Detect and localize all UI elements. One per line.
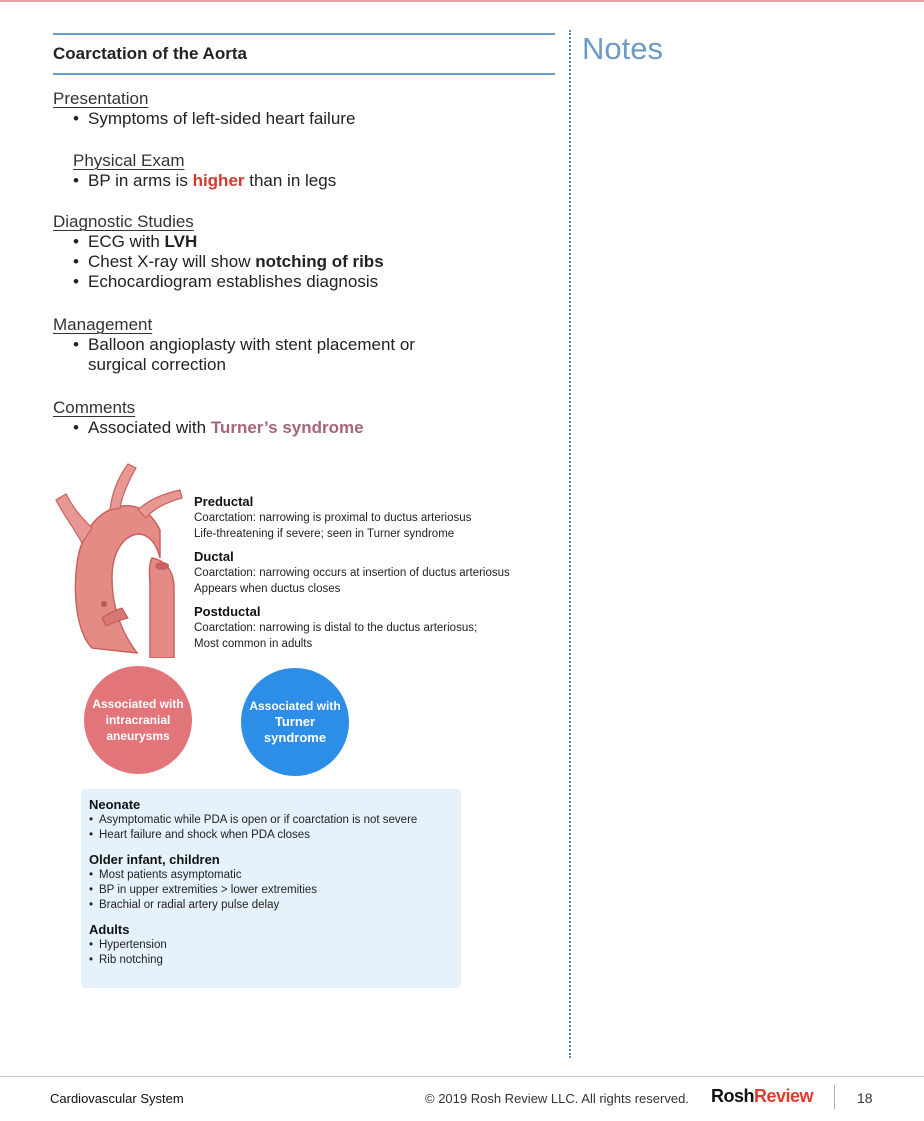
type-line: Coarctation: narrowing occurs at insertion of ductus arteriosus [194, 567, 510, 579]
type-preductal [194, 493, 554, 542]
list-item: • BP in upper extremities > lower extremities [89, 883, 453, 898]
type-title: Postductal [194, 604, 261, 619]
footer-rule [0, 1076, 924, 1077]
comments-section [53, 397, 555, 438]
text-fragment: Chest X-ray will show [88, 252, 256, 271]
highlight-higher: higher [192, 171, 245, 190]
age-group-adults [89, 922, 453, 968]
age-group-children [89, 852, 453, 913]
list-item: • Hypertension [89, 938, 453, 953]
type-line: Coarctation: narrowing is distal to the ductus arteriosus; [194, 622, 478, 634]
main-content [53, 33, 555, 438]
logo-review: Review [754, 1086, 814, 1106]
footer-section-name: Cardiovascular System [50, 1091, 184, 1106]
logo-rosh: Rosh [711, 1086, 754, 1106]
management-heading: Management [53, 315, 153, 334]
list-item [73, 252, 555, 272]
list-item: • Most patients asymptomatic [89, 868, 453, 883]
circle-turner-syndrome [241, 668, 349, 776]
age-title: Older infant, children [89, 852, 220, 867]
age-list [89, 868, 453, 913]
footer-copyright: © 2019 Rosh Review LLC. All rights reserved. [425, 1091, 689, 1106]
circle-text [249, 698, 341, 746]
brachiocephalic-branch [56, 494, 92, 543]
physical-exam-heading: Physical Exam [73, 151, 185, 170]
ductus-opening [101, 601, 107, 607]
list-item [73, 418, 555, 438]
diagnostic-heading: Diagnostic Studies [53, 212, 194, 231]
rosh-review-logo [711, 1086, 813, 1107]
physical-exam-list [73, 171, 555, 191]
list-item: • Rib notching [89, 953, 453, 968]
diagnostic-list [73, 232, 555, 292]
age-group-neonate [89, 797, 453, 843]
circle-label: Associated with intracranial aneurysms [92, 697, 184, 743]
age-list [89, 813, 453, 843]
list-item: • Brachial or radial artery pulse delay [89, 898, 453, 913]
circle-label-emphasis: Turner syndrome [263, 714, 327, 745]
list-item: • Symptoms of left-sided heart failure [73, 109, 555, 129]
coarctation-types [194, 493, 554, 658]
list-item: • Balloon angioplasty with stent placement or surgical correction [73, 335, 453, 375]
text-fragment: ECG with [88, 232, 165, 251]
top-rule [0, 0, 924, 2]
presentation-section [53, 88, 555, 129]
age-list [89, 938, 453, 968]
footer-separator [834, 1085, 835, 1109]
bold-lvh: LVH [164, 232, 198, 251]
type-ductal [194, 548, 554, 597]
list-item [73, 171, 555, 191]
management-section [53, 314, 555, 375]
age-groups-box [81, 789, 461, 988]
carotid-branch [110, 464, 136, 510]
type-line: Life-threatening if severe; seen in Turner syndrome [194, 528, 455, 540]
presentation-heading: Presentation [53, 89, 149, 108]
comments-heading: Comments [53, 398, 136, 417]
text-fragment: BP in arms is [88, 171, 193, 190]
type-line: Appears when ductus closes [194, 583, 341, 595]
type-postductal [194, 603, 554, 652]
type-title: Preductal [194, 494, 254, 509]
text-fragment: Associated with [88, 418, 211, 437]
age-title: Adults [89, 922, 130, 937]
list-item: • Echocardiogram establishes diagnosis [73, 272, 555, 292]
circle-intracranial-aneurysms [84, 666, 192, 774]
circle-label: Associated with [249, 699, 341, 713]
list-item: • Asymptomatic while PDA is open or if coarctation is not severe [89, 813, 453, 828]
physical-exam-section [53, 150, 555, 191]
management-list [73, 335, 555, 375]
type-title: Ductal [194, 549, 234, 564]
age-title: Neonate [89, 797, 141, 812]
aorta-illustration [52, 458, 202, 658]
list-item: • Heart failure and shock when PDA closes [89, 828, 453, 843]
comments-list [73, 418, 555, 438]
type-line: Most common in adults [194, 638, 313, 650]
title-bar [53, 33, 555, 75]
highlight-turner: Turner’s syndrome [210, 418, 364, 437]
list-item [73, 232, 555, 252]
subclavian-branch [138, 490, 182, 518]
presentation-list [73, 109, 555, 129]
bold-notching: notching of ribs [255, 252, 384, 271]
notes-title: Notes [582, 31, 663, 66]
type-line: Coarctation: narrowing is proximal to ductus arteriosus [194, 512, 472, 524]
text-fragment: than in legs [244, 171, 337, 190]
page-number: 18 [857, 1090, 873, 1106]
aorta-descending [150, 558, 175, 658]
notes-divider [569, 30, 571, 1058]
coarctation-narrowing [155, 562, 169, 570]
page-title: Coarctation of the Aorta [53, 44, 247, 63]
diagnostic-section [53, 211, 555, 292]
